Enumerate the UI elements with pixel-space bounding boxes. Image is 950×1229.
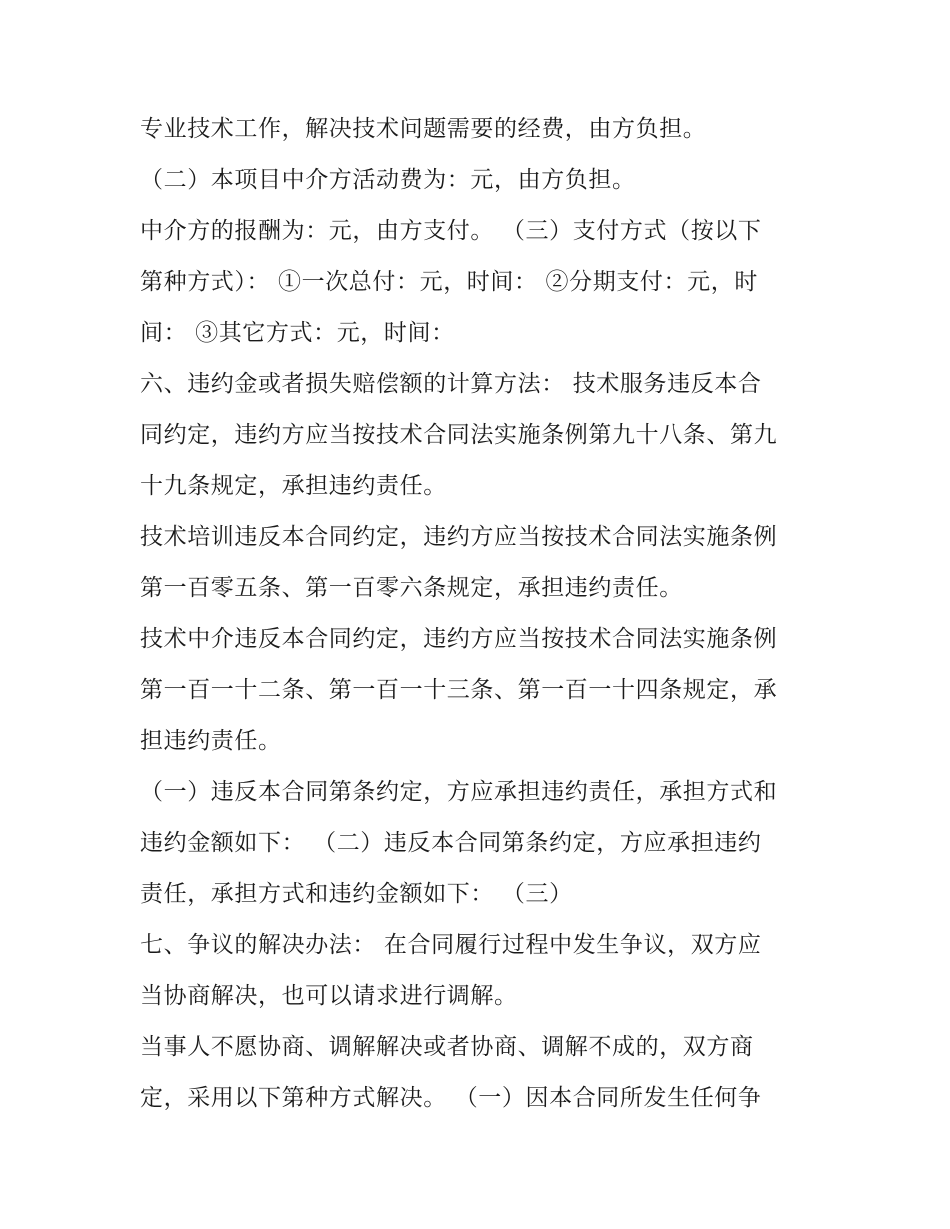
text-line: 责任，承担方式和违约金额如下： （三）	[140, 881, 573, 907]
text-line: （一）违反本合同第条约定，方应承担违约责任，承担方式和	[140, 779, 778, 805]
text-line: 专业技术工作，解决技术问题需要的经费，由方负担。	[140, 116, 707, 142]
text-line: 技术培训违反本合同约定，违约方应当按技术合同法实施条例	[140, 524, 778, 550]
text-line: 七、争议的解决办法： 在合同履行过程中发生争议，双方应	[140, 932, 762, 958]
text-line: 技术中介违反本合同约定，违约方应当按技术合同法实施条例	[140, 626, 778, 652]
text-line: 当事人不愿协商、调解解决或者协商、调解不成的，双方商	[140, 1034, 754, 1060]
document-body	[140, 104, 820, 1124]
text-line: 间： ③其它方式：元，时间：	[140, 320, 455, 346]
text-line: 第一百零五条、第一百零六条规定，承担违约责任。	[140, 575, 683, 601]
text-line: 当协商解决，也可以请求进行调解。	[140, 983, 518, 1009]
text-line: 中介方的报酬为：元，由方支付。 （三）支付方式（按以下	[140, 218, 762, 244]
text-line: 第一百一十二条、第一百一十三条、第一百一十四条规定，承	[140, 677, 778, 703]
text-line: 第种方式）： ①一次总付：元，时间： ②分期支付：元，时	[140, 269, 758, 295]
text-line: 同约定，违约方应当按技术合同法实施条例第九十八条、第九	[140, 422, 778, 448]
text-line: 违约金额如下： （二）违反本合同第条约定，方应承担违约	[140, 830, 762, 856]
text-line: 担违约责任。	[140, 728, 282, 754]
text-line: 十九条规定，承担违约责任。	[140, 473, 447, 499]
text-line: （二）本项目中介方活动费为：元，由方负担。	[140, 167, 636, 193]
text-line: 六、违约金或者损失赔偿额的计算方法： 技术服务违反本合	[140, 371, 762, 397]
text-line: 定，采用以下第种方式解决。 （一）因本合同所发生任何争	[140, 1085, 762, 1111]
